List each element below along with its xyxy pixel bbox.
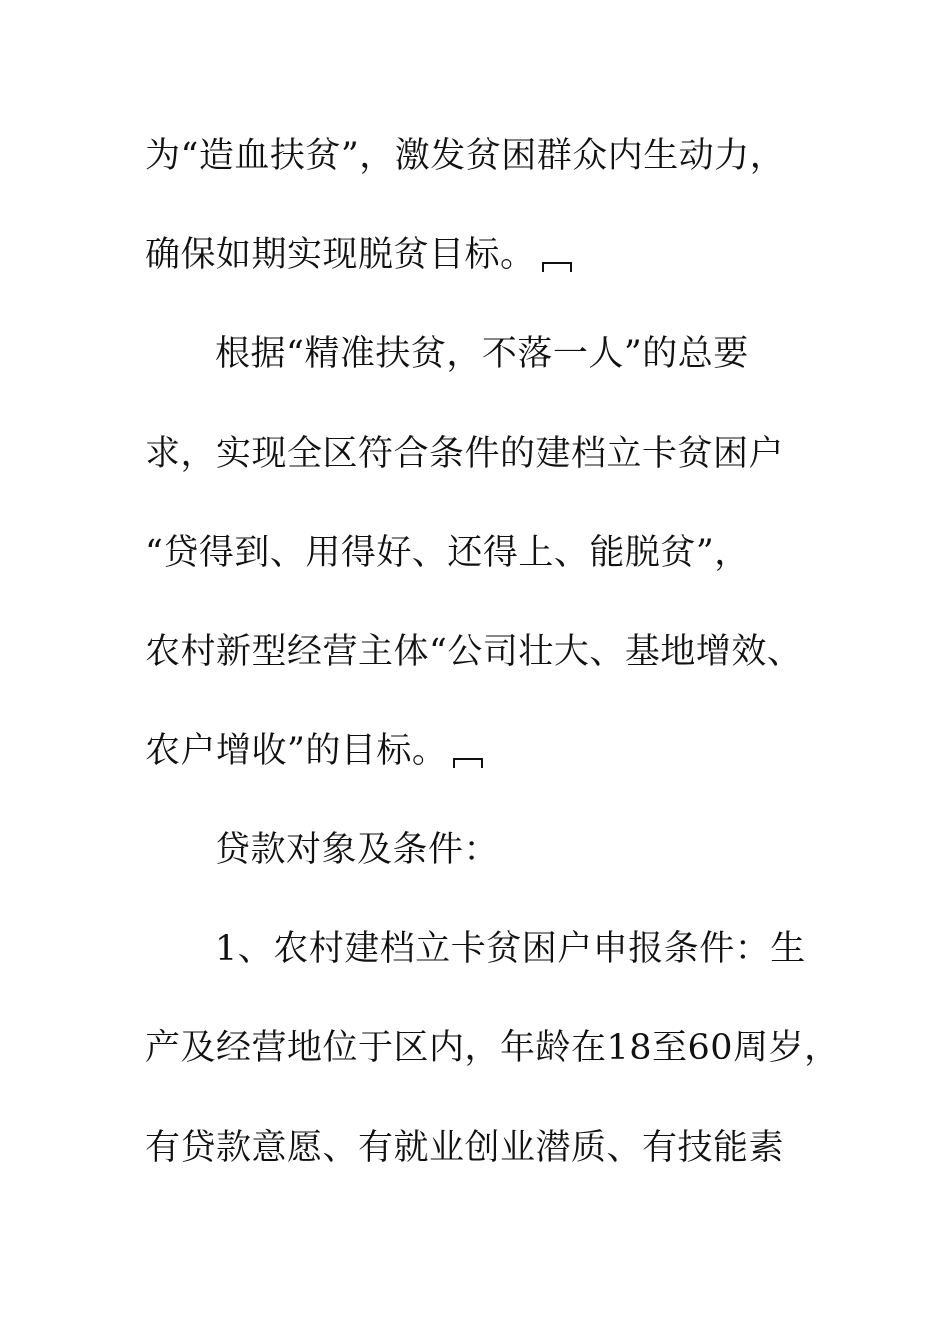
text-line bbox=[215, 929, 806, 969]
line-text: 1、农村建档立卡贫困户申报条件：生 bbox=[215, 929, 806, 969]
line-text: 根据“精准扶贫，不落一人”的总要 bbox=[215, 334, 749, 374]
text-line bbox=[145, 434, 784, 474]
text-line bbox=[145, 136, 785, 176]
line-text: 产及经营地位于区内，年龄在18至60周岁， bbox=[145, 1028, 840, 1068]
line-text: 贷款对象及条件： bbox=[215, 830, 500, 870]
text-line bbox=[145, 731, 483, 771]
line-text: 为“造血扶贫”，激发贫困群众内生动力， bbox=[145, 136, 786, 176]
line-text: 确保如期实现脱贫目标。 bbox=[145, 235, 536, 275]
line-text: 求，实现全区符合条件的建档立卡贫困户 bbox=[145, 434, 785, 474]
text-line bbox=[145, 1128, 784, 1168]
line-text: “贷得到、用得好、还得上、能脱贫”， bbox=[145, 533, 750, 573]
line-text: 农户增收”的目标。 bbox=[145, 731, 448, 771]
text-line bbox=[215, 334, 749, 374]
text-line bbox=[145, 235, 572, 275]
line-text: 有贷款意愿、有就业创业潜质、有技能素 bbox=[145, 1128, 785, 1168]
text-line bbox=[145, 533, 750, 573]
paragraph-mark-icon bbox=[453, 756, 483, 768]
text-line bbox=[215, 830, 499, 870]
text-line bbox=[145, 632, 802, 672]
line-text: 农村新型经营主体“公司壮大、基地增效、 bbox=[145, 632, 803, 672]
paragraph-mark-icon bbox=[542, 260, 572, 272]
text-line bbox=[145, 1028, 840, 1068]
